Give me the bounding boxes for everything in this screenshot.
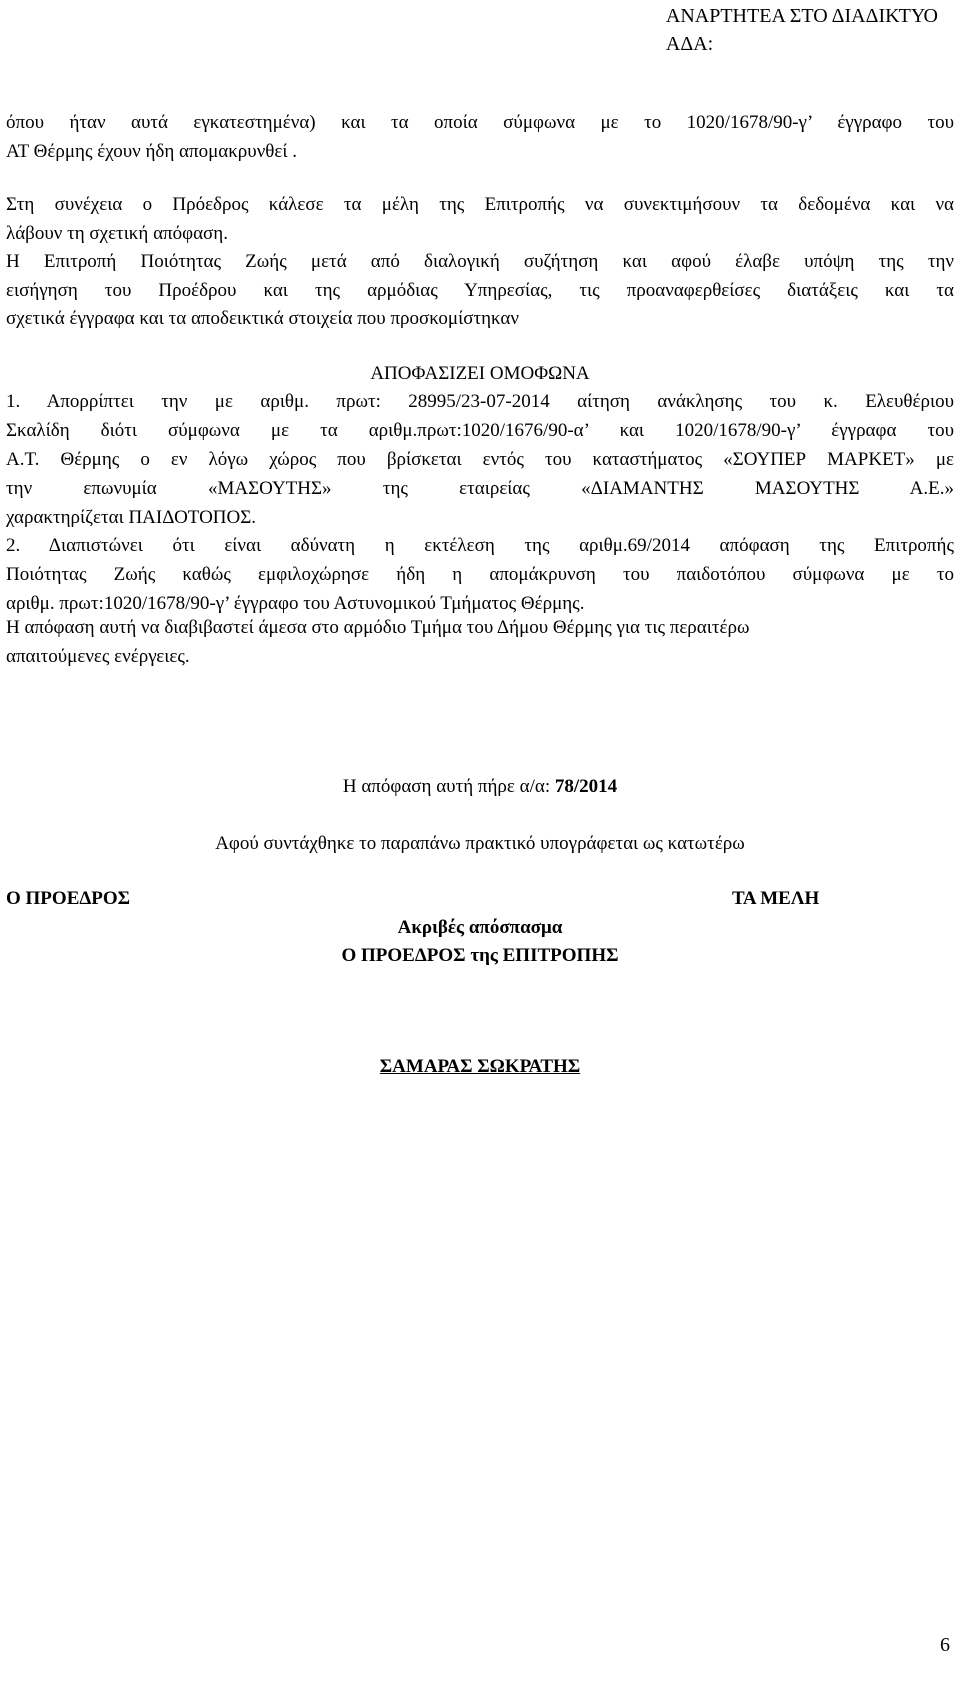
paragraph-forward <box>6 613 954 671</box>
signed-statement: Αφού συντάχθηκε το παραπάνω πρακτικό υπογράφεται ως κατωτέρω <box>215 833 745 854</box>
paragraph-line: όπου ήταν αυτά εγκατεστημένα) και τα οποία σύμφωνα με το 1020/1678/90-γ’ έγγραφο του <box>6 112 954 133</box>
item-line: Ποιότητας Ζωής καθώς εμφιλοχώρησε ήδη η απομάκρυνση του παιδοτόπου σύμφωνα με το <box>6 564 954 585</box>
paragraph-line: σχετικά έγγραφα και τα αποδεικτικά στοιχεία που προσκομίστηκαν <box>6 308 519 329</box>
decision-number: 78/2014 <box>554 776 618 797</box>
posting-header <box>666 2 938 58</box>
item-line: την επωνυμία «ΜΑΣΟΥΤΗΣ» της εταιρείας «ΔΙΑΜΑΝΤΗΣ ΜΑΣΟΥΤΗΣ Α.Ε.» <box>6 478 954 499</box>
item-line: αριθμ. πρωτ:1020/1678/90-γ’ έγγραφο του Αστυνομικού Τμήματος Θέρμης. <box>6 593 585 614</box>
paragraph-line: Η Επιτροπή Ποιότητας Ζωής μετά από διαλογική συζήτηση και αφού έλαβε υπόψη της την <box>6 251 954 272</box>
decision-item-1 <box>6 387 954 532</box>
decision-heading: ΑΠΟΦΑΣΙΖΕΙ ΟΜΟΦΩΝΑ <box>370 363 590 384</box>
paragraph-line: Στη συνέχεια ο Πρόεδρος κάλεσε τα μέλη της Επιτροπής να συνεκτιμήσουν τα δεδομένα και να <box>6 194 954 215</box>
decision-number-line <box>0 773 960 801</box>
posting-header-ada: ΑΔΑ: <box>665 33 714 55</box>
signatory-name: ΣΑΜΑΡΑΣ ΣΩΚΡΑΤΗΣ <box>379 1056 581 1077</box>
item-line: Σκαλίδη διότι σύμφωνα με τα αριθμ.πρωτ:1020/1676/90-α’ και 1020/1678/90-γ’ έγγραφα του <box>6 420 954 441</box>
item-line: Α.Τ. Θέρμης ο εν λόγω χώρος που βρίσκεται εντός του καταστήματος «ΣΟΥΠΕΡ ΜΑΡΚΕΤ» με <box>6 449 954 470</box>
item-line: χαρακτηρίζεται ΠΑΙΔΟΤΟΠΟΣ. <box>6 507 257 528</box>
committee-president-label: Ο ΠΡΟΕΔΡΟΣ της ΕΠΙΤΡΟΠΗΣ <box>341 945 619 966</box>
signature-members: ΤΑ ΜΕΛΗ <box>732 888 820 909</box>
paragraph-line: εισήγηση του Προέδρου και της αρμόδιας Υπηρεσίας, τις προαναφερθείσες διατάξεις και τα <box>6 279 954 301</box>
paragraph-line: απαιτούμενες ενέργειες. <box>6 646 190 667</box>
decision-item-2 <box>6 531 954 618</box>
signature-president: Ο ΠΡΟΕΔΡΟΣ <box>6 888 131 909</box>
paragraph-intro <box>6 109 954 166</box>
item-line: 1. Απορρίπτει την με αριθμ. πρωτ: 28995/23-07-2014 αίτηση ανάκλησης του κ. Ελευθέριου <box>6 391 954 412</box>
page-number: 6 <box>940 1634 950 1656</box>
paragraph-invite <box>6 191 954 248</box>
posting-header-title: ΑΝΑΡΤΗΤΕΑ ΣΤΟ ΔΙΑΔΙΚΤΥΟ <box>665 5 938 27</box>
paragraph-committee <box>6 248 954 334</box>
paragraph-line: Η απόφαση αυτή να διαβιβαστεί άμεσα στο αρμόδιο Τμήμα του Δήμου Θέρμης για τις περαιτέρω <box>6 617 750 638</box>
paragraph-line: ΑΤ Θέρμης έχουν ήδη απομακρυνθεί . <box>6 140 297 162</box>
item-line: 2. Διαπιστώνει ότι είναι αδύνατη η εκτέλεση της αριθμ.69/2014 απόφαση της Επιτροπής <box>6 535 954 556</box>
true-copy-label: Ακριβές απόσπασμα <box>397 917 563 938</box>
decision-number-prefix: Η απόφαση αυτή πήρε α/α: <box>342 776 555 797</box>
paragraph-line: λάβουν τη σχετική απόφαση. <box>6 222 228 244</box>
